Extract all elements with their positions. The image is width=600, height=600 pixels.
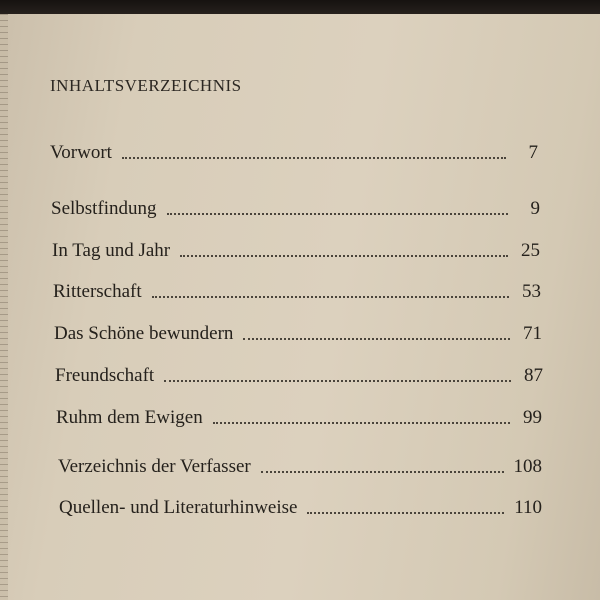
toc-entry-label: Verzeichnis der Verfasser xyxy=(58,456,251,477)
dot-leader xyxy=(167,212,508,215)
toc-entry-page: 9 xyxy=(530,198,540,219)
dot-leader xyxy=(180,254,508,257)
toc-entry-label: Das Schöne bewundern xyxy=(54,323,234,344)
toc-entry-page: 7 xyxy=(528,142,538,163)
toc-entry-label: Quellen- und Literaturhinweise xyxy=(59,497,298,518)
toc-entry-label: Freundschaft xyxy=(55,365,155,386)
toc-entry xyxy=(58,456,542,478)
dot-leader xyxy=(152,295,509,298)
dot-leader xyxy=(243,337,510,340)
toc-entry xyxy=(56,407,542,429)
toc-entry xyxy=(59,497,542,519)
page-edge xyxy=(0,14,8,600)
dot-leader xyxy=(307,511,504,514)
toc-entry-label: Ritterschaft xyxy=(53,281,142,302)
dot-leader xyxy=(261,470,504,473)
toc-entry-page: 25 xyxy=(521,240,540,261)
toc-entry-label: In Tag und Jahr xyxy=(52,240,171,261)
toc-entry xyxy=(52,240,540,262)
book-page xyxy=(0,14,600,600)
toc-entry xyxy=(53,281,541,303)
toc-entry-label: Vorwort xyxy=(50,142,112,163)
toc-entry-page: 110 xyxy=(514,497,542,518)
page-title: INHALTSVERZEICHNIS xyxy=(50,76,242,95)
toc-entry-page: 71 xyxy=(523,323,542,344)
dot-leader xyxy=(122,156,506,159)
toc-entry xyxy=(51,198,540,220)
toc-entry-page: 53 xyxy=(522,281,541,302)
toc-entry-label: Ruhm dem Ewigen xyxy=(56,407,203,428)
toc-entry xyxy=(54,323,542,345)
toc-entry-page: 87 xyxy=(524,365,543,386)
dot-leader xyxy=(213,421,510,424)
toc-entry xyxy=(55,365,543,387)
toc-entry xyxy=(50,142,538,164)
toc-entry-page: 108 xyxy=(513,456,542,477)
dot-leader xyxy=(164,379,511,382)
toc-entry-label: Selbstfindung xyxy=(51,198,157,219)
toc-entry-page: 99 xyxy=(523,407,542,428)
